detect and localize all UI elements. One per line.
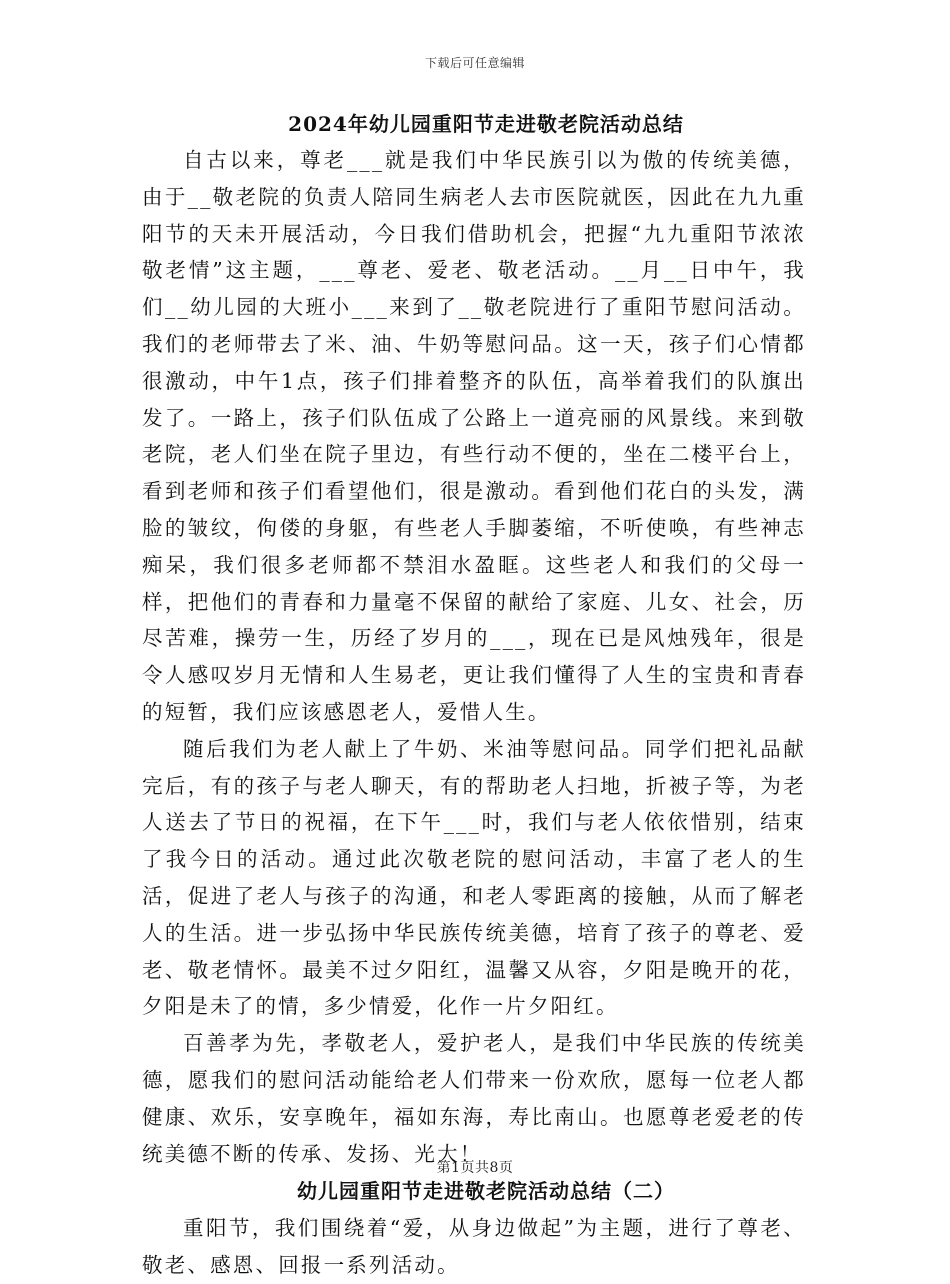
paragraph-1: 自古以来，尊老___就是我们中华民族引以为傲的传统美德，由于__敬老院的负责人陪同生病老人去市医院就医，因此在九九重阳节的天未开展活动，今日我们借助机会，把握“九九重阳节浓浓敬老情”这主题，___尊老、爱老、敬老活动。__月__日中午，我们__幼儿园的大班小___来到了__敬老院进行了重阳节慰问活动。我们的老师带去了米、油、牛奶等慰问品。这一天，孩子们心情都很激动，中午1点，孩子们排着整齐的队伍，高举着我们的队旗出发了。一路上，孩子们队伍成了公路上一道亮丽的风景线。来到敬老院，老人们坐在院子里边，有些行动不便的，坐在二楼平台上，看到老师和孩子们看望他们，很是激动。看到他们花白的头发，满脸的皱纹，佝偻的身躯，有些老人手脚萎缩，不听使唤，有些神志痴呆，我们很多老师都不禁泪水盈眶。这些老人和我们的父母一样，把他们的青春和力量毫不保留的献给了家庭、儿女、社会，历尽苦难，操劳一生，历经了岁月的___，现在已是风烛残年，很是令人感叹岁月无情和人生易老，更让我们懂得了人生的宝贵和青春的短暂，我们应该感恩老人，爱惜人生。 <box>142 148 806 724</box>
section-2-paragraph-1: 重阳节，我们围绕着“爱，从身边做起”为主题，进行了尊老、敬老、感恩、回报一系列活动。 <box>142 1216 806 1278</box>
paragraph-2: 随后我们为老人献上了牛奶、米油等慰问品。同学们把礼品献完后，有的孩子与老人聊天，有的帮助老人扫地，折被子等，为老人送去了节日的祝福，在下午___时，我们与老人依依惜别，结束了我今日的活动。通过此次敬老院的慰问活动，丰富了老人的生活，促进了老人与孩子的沟通，和老人零距离的接触，从而了解老人的生活。进一步弘扬中华民族传统美德，培育了孩子的尊老、爱老、敬老情怀。最美不过夕阳红，温馨又从容，夕阳是晚开的花，夕阳是未了的情，多少情爱，化作一片夕阳红。 <box>142 736 806 1019</box>
section-2-title: 幼儿园重阳节走进敬老院活动总结（二） <box>297 1179 675 1204</box>
header-note: 下载后可任意编辑 <box>424 56 525 70</box>
paragraph-3: 百善孝为先，孝敬老人，爱护老人，是我们中华民族的传统美德，愿我们的慰问活动能给老人们带来一份欢欣，愿每一位老人都健康、欢乐，安享晚年，福如东海，寿比南山。也愿尊老爱老的传统美德不断的传承、发扬、光大！ <box>142 1031 806 1166</box>
page-number: 第1页共8页 <box>436 1160 514 1176</box>
document-title: 2024年幼儿园重阳节走进敬老院活动总结 <box>288 112 684 136</box>
document-body <box>142 106 806 1284</box>
